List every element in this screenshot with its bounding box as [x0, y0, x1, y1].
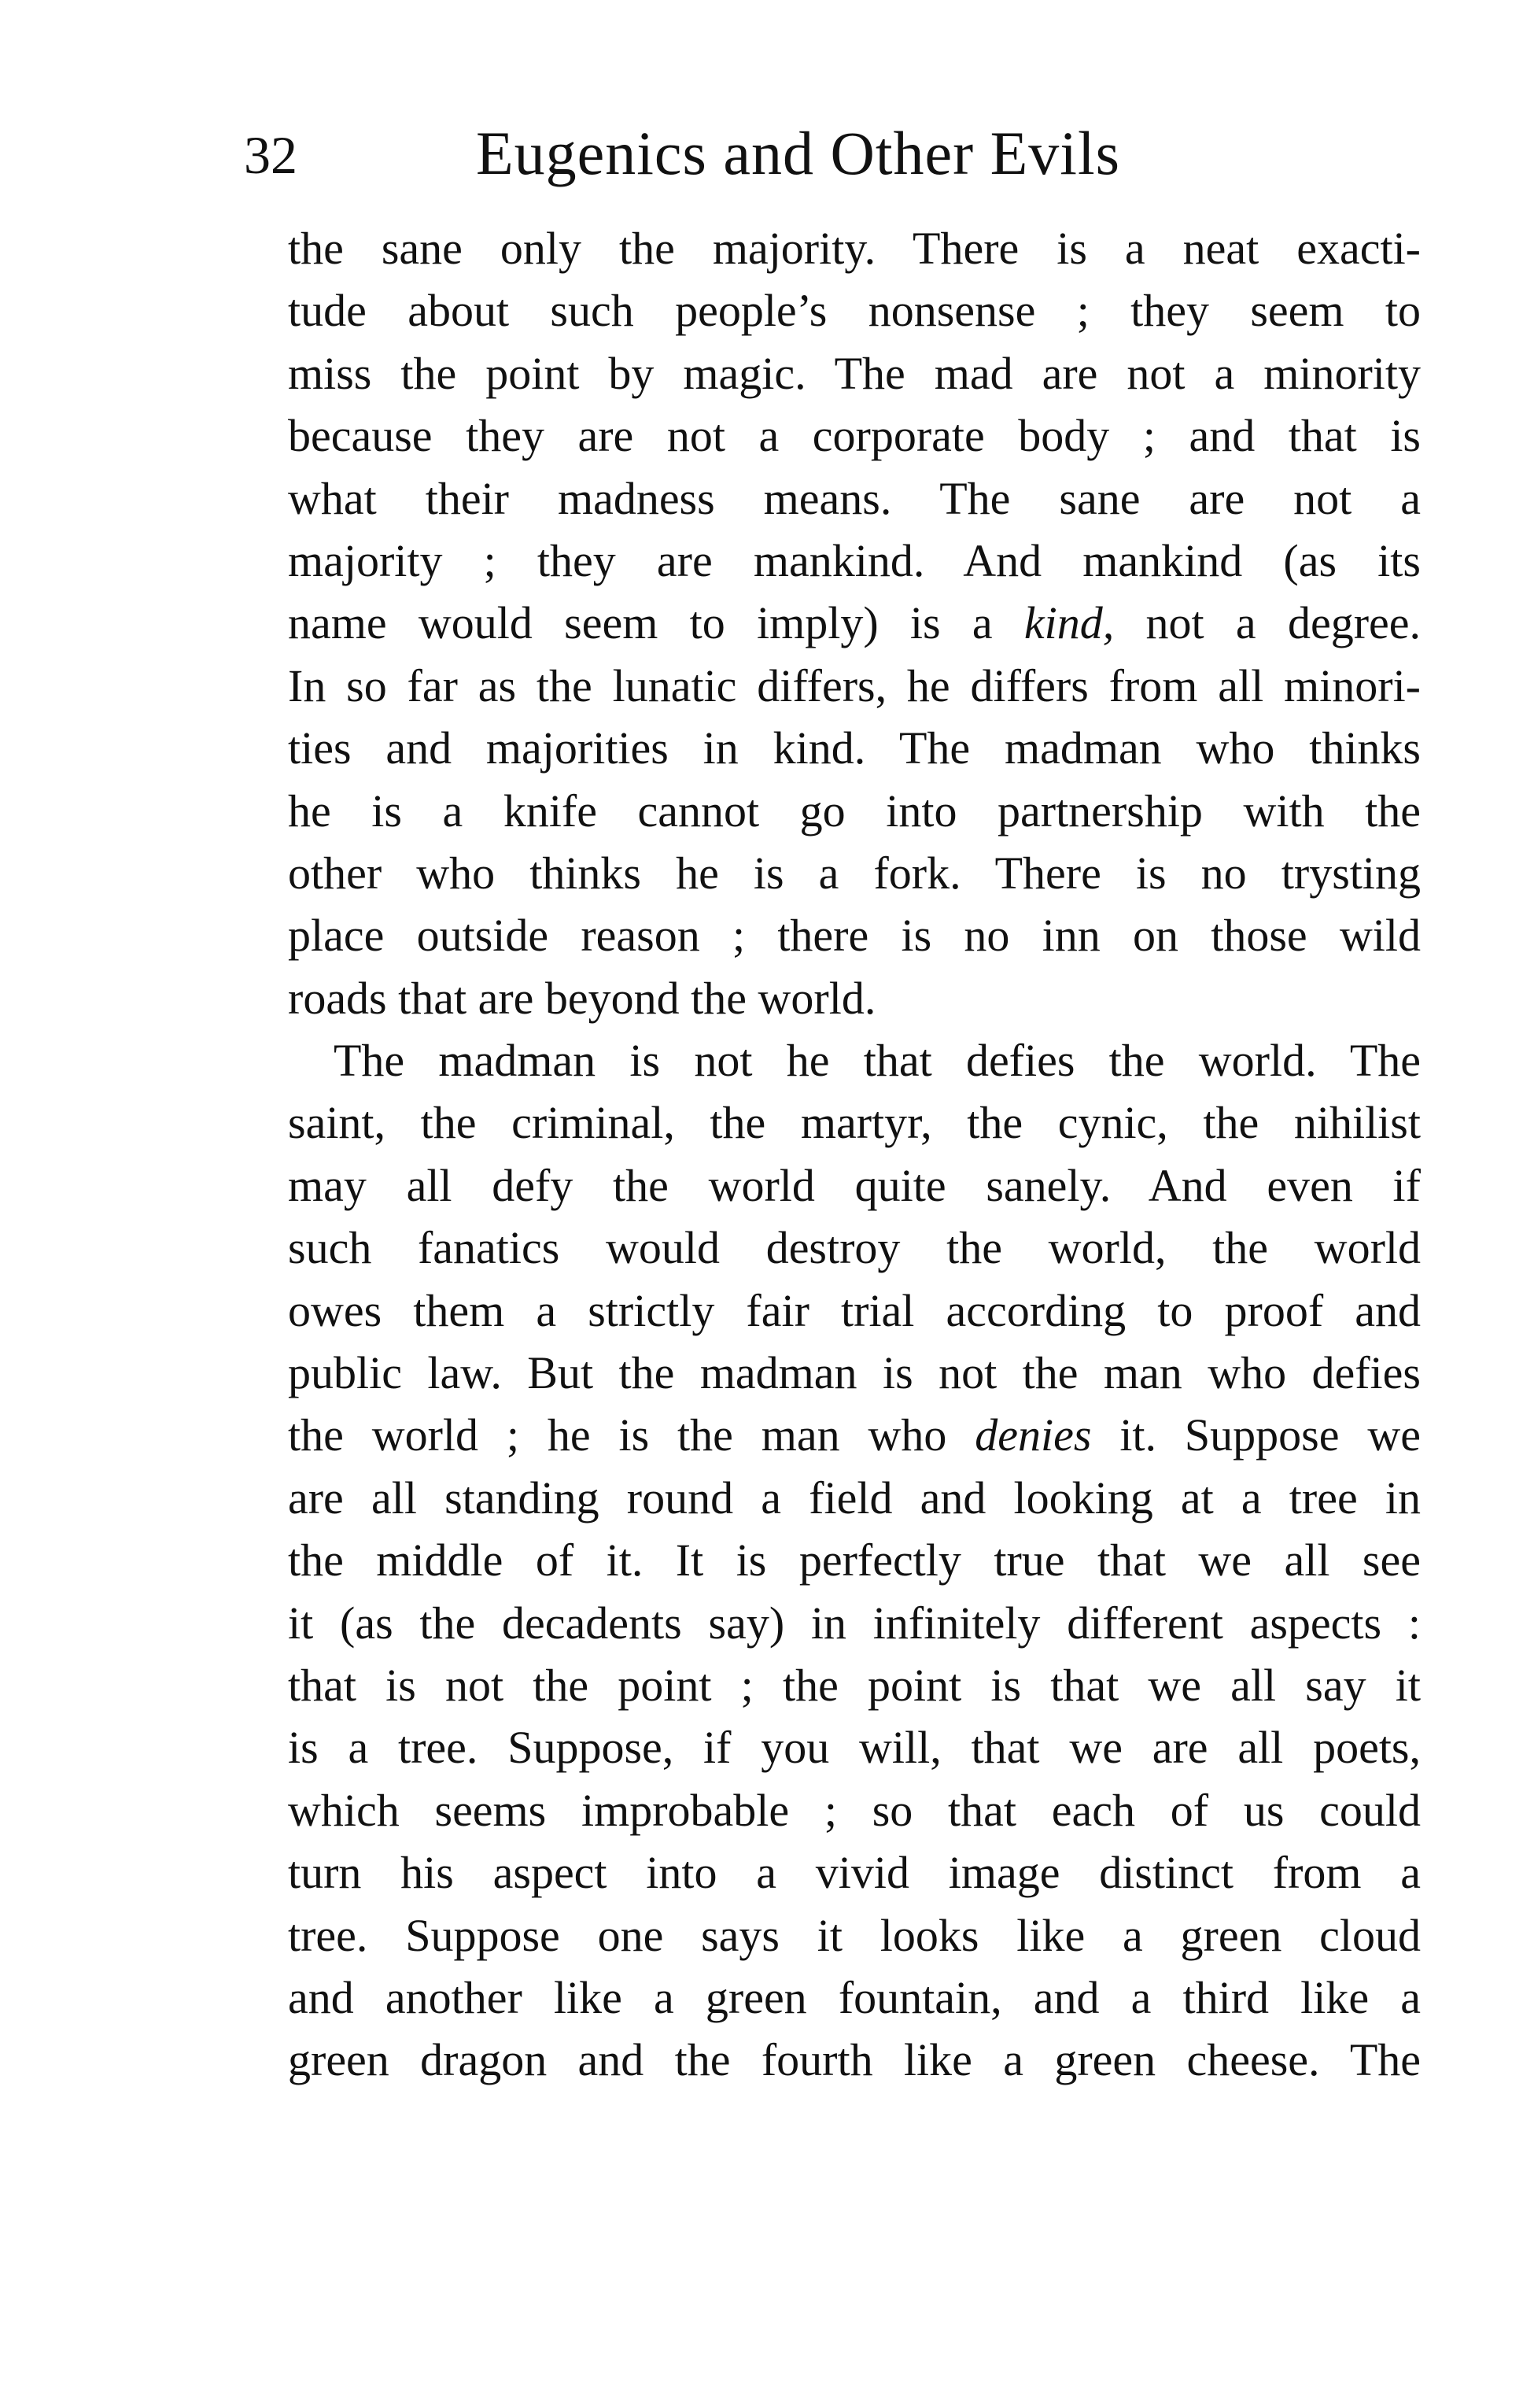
text-line	[288, 904, 1421, 966]
text-line	[288, 1467, 1421, 1529]
text-segment: is a tree. Suppose, if you will, that we are all poets,	[288, 1722, 1421, 1774]
text-segment: he is a knife cannot go into partnership with the	[288, 785, 1421, 837]
text-line	[288, 467, 1421, 530]
text-line	[288, 530, 1421, 592]
body-text	[288, 217, 1421, 2092]
text-line	[288, 1592, 1421, 1654]
text-segment: and another like a green fountain, and a third like a	[288, 1971, 1421, 2023]
text-segment: The madman is not he that defies the world. The	[334, 1035, 1421, 1087]
text-line	[288, 967, 1421, 1029]
text-segment: owes them a strictly fair trial according to proof and	[288, 1284, 1421, 1336]
text-segment: that is not the point ; the point is that we all say it	[288, 1659, 1421, 1711]
text-segment: tree. Suppose one says it looks like a green cloud	[288, 1909, 1421, 1961]
text-segment: because they are not a corporate body ; and that is	[288, 410, 1421, 462]
text-segment: In so far as the lunatic differs, he differs from all minori-	[288, 659, 1421, 711]
text-line	[288, 217, 1421, 279]
running-header	[236, 118, 1424, 189]
text-line	[288, 655, 1421, 717]
text-line	[288, 1342, 1421, 1404]
text-line	[288, 1217, 1421, 1279]
text-segment: turn his aspect into a vivid image distinct from a	[288, 1847, 1421, 1899]
text-line	[288, 404, 1421, 467]
text-line	[288, 342, 1421, 404]
text-segment: roads that are beyond the world.	[288, 972, 876, 1024]
text-segment: it (as the decadents say) in infinitely different aspects :	[288, 1597, 1421, 1649]
text-segment: what their madness means. The sane are not a	[288, 472, 1421, 524]
text-segment: not a degree.	[1114, 597, 1421, 649]
text-segment: name would seem to imply) is a	[288, 597, 1024, 649]
running-title: Eugenics and Other Evils	[476, 119, 1120, 187]
text-segment: place outside reason ; there is no inn on those wild	[288, 910, 1421, 962]
italic-text: kind,	[1023, 597, 1115, 649]
italic-text: denies	[975, 1409, 1092, 1461]
text-segment: miss the point by magic. The mad are not a minority	[288, 347, 1421, 399]
text-line	[288, 1529, 1421, 1591]
text-line	[288, 2029, 1421, 2091]
text-line	[288, 1654, 1421, 1716]
text-segment: may all defy the world quite sanely. And even if	[288, 1159, 1421, 1211]
text-segment: such fanatics would destroy the world, the world	[288, 1222, 1421, 1274]
text-segment: saint, the criminal, the martyr, the cynic, the nihilist	[288, 1097, 1421, 1149]
text-segment: which seems improbable ; so that each of us could	[288, 1784, 1421, 1836]
text-line	[288, 279, 1421, 342]
text-line	[288, 1967, 1421, 2029]
text-line	[288, 1904, 1421, 1967]
text-line	[288, 1091, 1421, 1154]
text-line	[288, 1841, 1421, 1904]
text-line	[288, 717, 1421, 779]
text-line	[288, 1154, 1421, 1217]
text-line	[288, 1716, 1421, 1778]
text-segment: are all standing round a field and looking at a tree in	[288, 1472, 1421, 1523]
text-segment: it. Suppose we	[1091, 1409, 1421, 1461]
text-line	[288, 842, 1421, 904]
text-line	[288, 592, 1421, 654]
text-line	[288, 1404, 1421, 1466]
text-segment: tude about such people’s nonsense ; they seem to	[288, 285, 1421, 337]
text-line	[288, 1029, 1421, 1091]
text-segment: other who thinks he is a fork. There is no trysting	[288, 847, 1421, 899]
text-line	[288, 780, 1421, 842]
text-segment: the sane only the majority. There is a neat exacti-	[288, 223, 1421, 274]
text-segment: public law. But the madman is not the man who defies	[288, 1347, 1421, 1399]
text-segment: green dragon and the fourth like a green cheese. The	[288, 2034, 1421, 2086]
text-segment: the world ; he is the man who	[288, 1409, 975, 1461]
text-segment: ties and majorities in kind. The madman who thinks	[288, 722, 1421, 774]
text-line	[288, 1280, 1421, 1342]
page-number: 32	[244, 125, 297, 185]
text-segment: the middle of it. It is perfectly true that we all see	[288, 1535, 1421, 1586]
text-line	[288, 1779, 1421, 1841]
text-segment: majority ; they are mankind. And mankind (as its	[288, 534, 1421, 586]
